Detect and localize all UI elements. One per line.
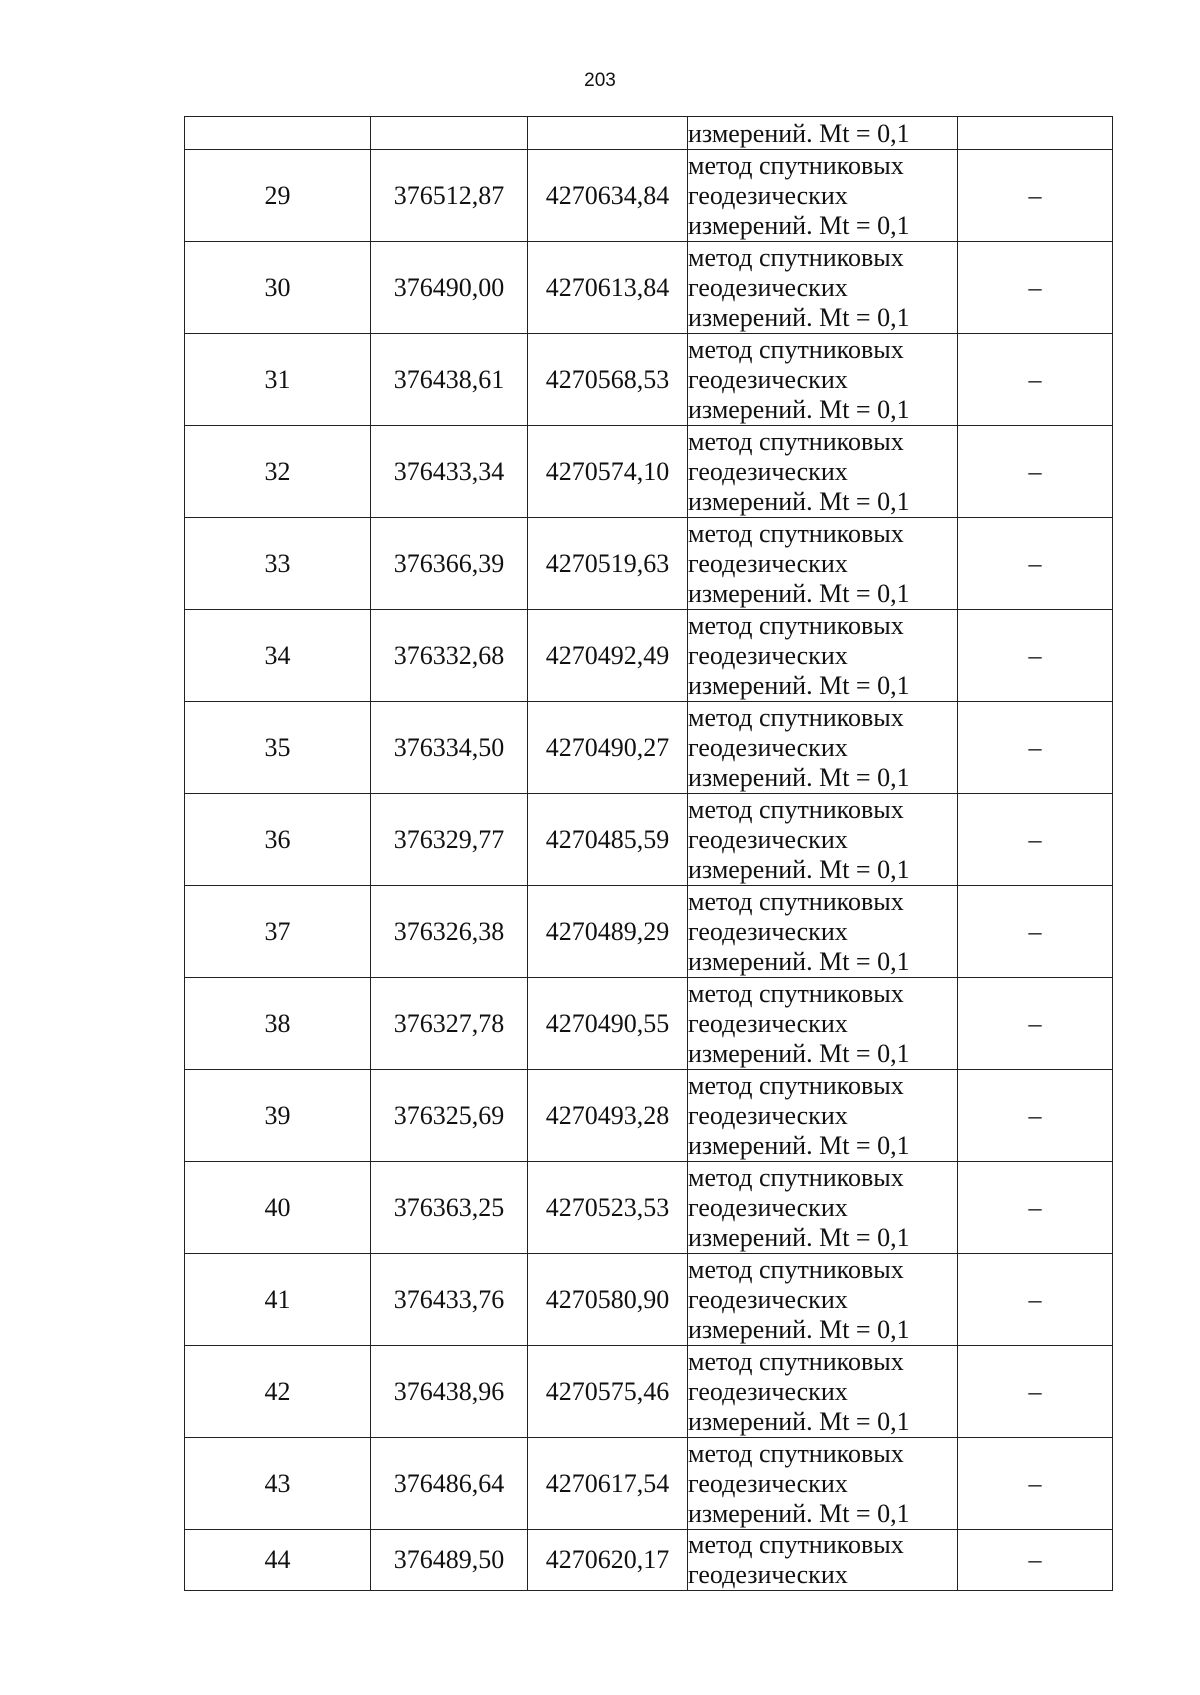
point-number-cell: 40 <box>185 1162 371 1254</box>
method-line: измерений. Mt = 0,1 <box>688 394 910 424</box>
y-coordinate-cell: 4270575,46 <box>528 1346 688 1438</box>
y-coordinate-cell: 4270493,28 <box>528 1070 688 1162</box>
method-line: метод спутниковых <box>688 1438 904 1468</box>
table-row-continued <box>185 117 1113 150</box>
method-line: геодезических <box>688 1560 848 1589</box>
point-number-cell: 33 <box>185 518 371 610</box>
y-coordinate-cell: 4270489,29 <box>528 886 688 978</box>
table-row <box>185 1254 1113 1346</box>
method-cell <box>688 1070 958 1162</box>
description-cell <box>958 117 1113 150</box>
table-row <box>185 1438 1113 1530</box>
method-cell <box>688 117 958 150</box>
x-coordinate-cell: 376325,69 <box>371 1070 528 1162</box>
table-row <box>185 518 1113 610</box>
point-number-cell: 35 <box>185 702 371 794</box>
point-number-cell: 29 <box>185 150 371 242</box>
method-line: измерений. Mt = 0,1 <box>688 762 910 792</box>
x-coordinate-cell: 376433,76 <box>371 1254 528 1346</box>
method-line: геодезических <box>688 1192 848 1222</box>
description-cell: – <box>958 978 1113 1070</box>
method-line: геодезических <box>688 1468 848 1498</box>
description-cell: – <box>958 1530 1113 1591</box>
description-cell: – <box>958 1254 1113 1346</box>
method-line: геодезических <box>688 824 848 854</box>
method-line: геодезических <box>688 180 848 210</box>
method-cell <box>688 1346 958 1438</box>
y-coordinate-cell: 4270568,53 <box>528 334 688 426</box>
table-row <box>185 1346 1113 1438</box>
method-line: измерений. Mt = 0,1 <box>688 210 910 240</box>
method-cell <box>688 518 958 610</box>
x-coordinate-cell: 376512,87 <box>371 150 528 242</box>
table-row <box>185 426 1113 518</box>
method-line: метод спутниковых <box>688 1530 904 1559</box>
x-coordinate-cell <box>371 117 528 150</box>
y-coordinate-cell: 4270492,49 <box>528 610 688 702</box>
y-coordinate-cell: 4270490,27 <box>528 702 688 794</box>
method-line: метод спутниковых <box>688 334 904 364</box>
method-line: геодезических <box>688 456 848 486</box>
description-cell: – <box>958 794 1113 886</box>
method-line: метод спутниковых <box>688 518 904 548</box>
method-line: измерений. Mt = 0,1 <box>688 946 910 976</box>
point-number-cell: 39 <box>185 1070 371 1162</box>
method-cell <box>688 610 958 702</box>
y-coordinate-cell: 4270580,90 <box>528 1254 688 1346</box>
method-line: измерений. Mt = 0,1 <box>688 578 910 608</box>
table-body <box>185 117 1113 1591</box>
method-cell <box>688 1254 958 1346</box>
description-cell: – <box>958 702 1113 794</box>
y-coordinate-cell: 4270617,54 <box>528 1438 688 1530</box>
method-line: геодезических <box>688 548 848 578</box>
coordinates-table <box>184 116 1113 1591</box>
y-coordinate-cell: 4270634,84 <box>528 150 688 242</box>
method-line: геодезических <box>688 1100 848 1130</box>
description-cell: – <box>958 242 1113 334</box>
x-coordinate-cell: 376433,34 <box>371 426 528 518</box>
method-line: геодезических <box>688 732 848 762</box>
method-cell <box>688 794 958 886</box>
description-cell: – <box>958 1438 1113 1530</box>
method-line: геодезических <box>688 1284 848 1314</box>
table-row <box>185 610 1113 702</box>
description-cell: – <box>958 150 1113 242</box>
method-line: метод спутниковых <box>688 242 904 272</box>
point-number-cell: 37 <box>185 886 371 978</box>
method-line: измерений. Mt = 0,1 <box>688 486 910 516</box>
description-cell: – <box>958 610 1113 702</box>
method-line: измерений. Mt = 0,1 <box>688 1314 910 1344</box>
page-number: 203 <box>584 70 616 91</box>
y-coordinate-cell: 4270490,55 <box>528 978 688 1070</box>
method-line: метод спутниковых <box>688 1162 904 1192</box>
point-number-cell: 43 <box>185 1438 371 1530</box>
method-line: метод спутниковых <box>688 1070 904 1100</box>
method-cell <box>688 334 958 426</box>
method-cell <box>688 1162 958 1254</box>
description-cell: – <box>958 1346 1113 1438</box>
y-coordinate-cell: 4270485,59 <box>528 794 688 886</box>
table-row <box>185 150 1113 242</box>
table-row <box>185 886 1113 978</box>
point-number-cell: 44 <box>185 1530 371 1591</box>
method-line: метод спутниковых <box>688 426 904 456</box>
method-line: метод спутниковых <box>688 702 904 732</box>
method-cell <box>688 702 958 794</box>
table-row <box>185 794 1113 886</box>
description-cell: – <box>958 1162 1113 1254</box>
method-line: измерений. Mt = 0,1 <box>688 119 910 148</box>
table-row <box>185 1070 1113 1162</box>
method-line: измерений. Mt = 0,1 <box>688 670 910 700</box>
method-line: геодезических <box>688 364 848 394</box>
method-cell <box>688 426 958 518</box>
y-coordinate-cell: 4270519,63 <box>528 518 688 610</box>
y-coordinate-cell: 4270574,10 <box>528 426 688 518</box>
method-cell <box>688 886 958 978</box>
method-line: метод спутниковых <box>688 1346 904 1376</box>
description-cell: – <box>958 1070 1113 1162</box>
point-number-cell <box>185 117 371 150</box>
y-coordinate-cell <box>528 117 688 150</box>
table-row <box>185 1162 1113 1254</box>
method-line: измерений. Mt = 0,1 <box>688 1130 910 1160</box>
x-coordinate-cell: 376486,64 <box>371 1438 528 1530</box>
description-cell: – <box>958 334 1113 426</box>
method-line: метод спутниковых <box>688 794 904 824</box>
description-cell: – <box>958 886 1113 978</box>
point-number-cell: 32 <box>185 426 371 518</box>
description-cell: – <box>958 426 1113 518</box>
method-line: геодезических <box>688 640 848 670</box>
method-line: геодезических <box>688 272 848 302</box>
method-line: метод спутниковых <box>688 610 904 640</box>
table-row <box>185 978 1113 1070</box>
table-row <box>185 334 1113 426</box>
method-line: метод спутниковых <box>688 150 904 180</box>
point-number-cell: 31 <box>185 334 371 426</box>
method-cell <box>688 150 958 242</box>
x-coordinate-cell: 376327,78 <box>371 978 528 1070</box>
description-cell: – <box>958 518 1113 610</box>
method-line: геодезических <box>688 1376 848 1406</box>
method-cell <box>688 978 958 1070</box>
y-coordinate-cell: 4270523,53 <box>528 1162 688 1254</box>
method-line: измерений. Mt = 0,1 <box>688 1038 910 1068</box>
method-line: метод спутниковых <box>688 978 904 1008</box>
x-coordinate-cell: 376366,39 <box>371 518 528 610</box>
point-number-cell: 42 <box>185 1346 371 1438</box>
point-number-cell: 34 <box>185 610 371 702</box>
x-coordinate-cell: 376438,96 <box>371 1346 528 1438</box>
table-row <box>185 1530 1113 1591</box>
x-coordinate-cell: 376329,77 <box>371 794 528 886</box>
x-coordinate-cell: 376326,38 <box>371 886 528 978</box>
method-line: измерений. Mt = 0,1 <box>688 1498 910 1528</box>
x-coordinate-cell: 376334,50 <box>371 702 528 794</box>
x-coordinate-cell: 376438,61 <box>371 334 528 426</box>
x-coordinate-cell: 376490,00 <box>371 242 528 334</box>
x-coordinate-cell: 376332,68 <box>371 610 528 702</box>
method-cell <box>688 242 958 334</box>
method-cell <box>688 1530 958 1591</box>
method-line: измерений. Mt = 0,1 <box>688 1406 910 1436</box>
method-line: измерений. Mt = 0,1 <box>688 854 910 884</box>
method-line: геодезических <box>688 916 848 946</box>
y-coordinate-cell: 4270620,17 <box>528 1530 688 1591</box>
table-row <box>185 242 1113 334</box>
y-coordinate-cell: 4270613,84 <box>528 242 688 334</box>
point-number-cell: 30 <box>185 242 371 334</box>
x-coordinate-cell: 376363,25 <box>371 1162 528 1254</box>
method-line: метод спутниковых <box>688 1254 904 1284</box>
method-line: измерений. Mt = 0,1 <box>688 302 910 332</box>
x-coordinate-cell: 376489,50 <box>371 1530 528 1591</box>
method-cell <box>688 1438 958 1530</box>
point-number-cell: 36 <box>185 794 371 886</box>
point-number-cell: 38 <box>185 978 371 1070</box>
table-row <box>185 702 1113 794</box>
method-line: геодезических <box>688 1008 848 1038</box>
method-line: измерений. Mt = 0,1 <box>688 1222 910 1252</box>
point-number-cell: 41 <box>185 1254 371 1346</box>
method-line: метод спутниковых <box>688 886 904 916</box>
